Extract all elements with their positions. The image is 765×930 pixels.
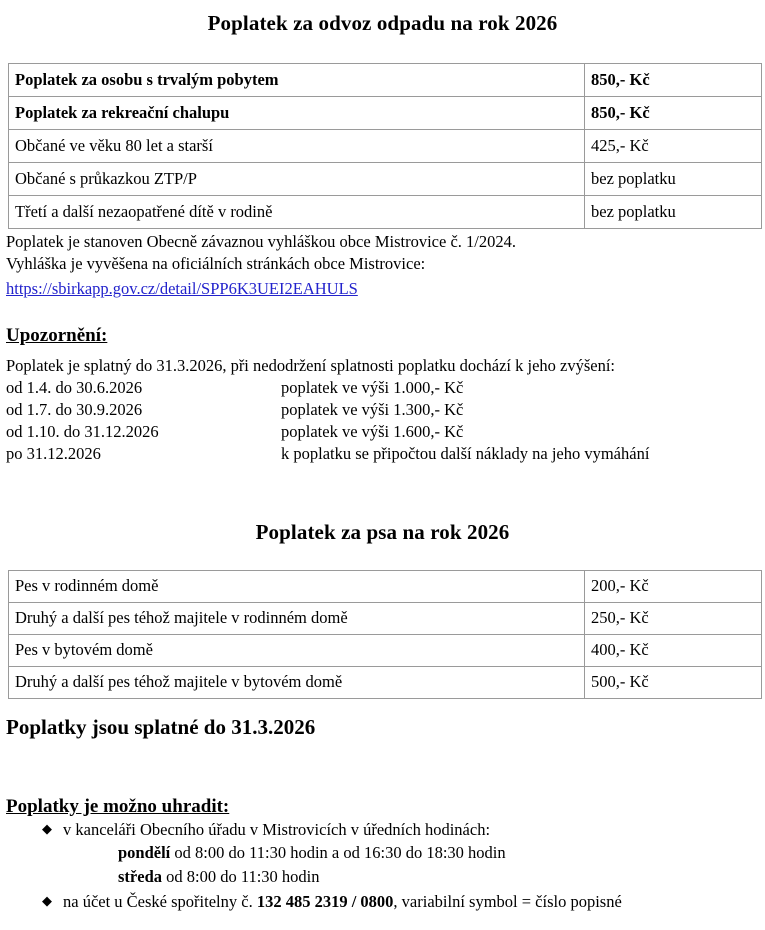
bank-account-number: 132 485 2319 / 0800 (256, 892, 394, 911)
warning-intro: Poplatek je splatný do 31.3.2026, při nedodržení splatnosti poplatku dochází k jeho zvýšení: (6, 356, 616, 375)
penalty-period: od 1.4. do 30.6.2026 (6, 378, 143, 397)
waste-fee-label: Občané ve věku 80 let a starší (9, 130, 585, 163)
dog-fee-title: Poplatek za psa na rok 2026 (255, 520, 510, 544)
dog-fee-table (8, 570, 762, 699)
office-hours-day: pondělí (118, 843, 171, 862)
waste-fee-label: Poplatek za rekreační chalupu (9, 97, 585, 130)
waste-fee-title: Poplatek za odvoz odpadu na rok 2026 (207, 11, 558, 35)
penalty-period: od 1.7. do 30.9.2026 (6, 400, 143, 419)
table-row (9, 667, 762, 699)
ordinance-link[interactable]: https://sbirkapp.gov.cz/detail/SPP6K3UEI2EAHULS (6, 279, 358, 298)
table-row (9, 130, 762, 163)
table-row (9, 97, 762, 130)
waste-fee-table (8, 63, 762, 229)
bank-payment-list (6, 894, 765, 911)
penalty-amount: poplatek ve výši 1.600,- Kč (281, 422, 464, 441)
office-hours-row (6, 845, 765, 862)
dog-fee-label: Pes v rodinném domě (9, 571, 585, 603)
dog-fee-label: Pes v bytovém domě (9, 635, 585, 667)
penalty-row (6, 446, 765, 463)
waste-fee-value: bez poplatku (585, 163, 762, 196)
table-row (9, 635, 762, 667)
office-payment-text: v kanceláři Obecního úřadu v Mistrovicích v úředních hodinách: (63, 820, 491, 839)
dog-fee-label: Druhý a další pes téhož majitele v rodinném domě (9, 603, 585, 635)
list-item (6, 822, 765, 839)
office-hours-time: od 8:00 do 11:30 hodin a od 16:30 do 18:30 hodin (170, 843, 506, 862)
diamond-bullet-icon: ◆ (42, 893, 52, 908)
waste-fee-value: 425,- Kč (585, 130, 762, 163)
table-row (9, 603, 762, 635)
table-row (9, 163, 762, 196)
penalty-row (6, 380, 765, 397)
waste-fee-label: Poplatek za osobu s trvalým pobytem (9, 64, 585, 97)
dog-fee-label: Druhý a další pes téhož majitele v bytovém domě (9, 667, 585, 699)
office-hours-day: středa (118, 867, 162, 886)
waste-fee-label: Třetí a další nezaopatřené dítě v rodině (9, 196, 585, 229)
payment-options-list (6, 822, 765, 839)
waste-fee-value: bez poplatku (585, 196, 762, 229)
penalty-amount: poplatek ve výši 1.000,- Kč (281, 378, 464, 397)
dog-fee-value: 400,- Kč (585, 635, 762, 667)
penalty-amount: poplatek ve výši 1.300,- Kč (281, 400, 464, 419)
bank-payment-prefix: na účet u České spořitelny č. (63, 892, 257, 911)
table-row (9, 64, 762, 97)
penalty-row (6, 424, 765, 441)
ordinance-note-line-2: Vyhláška je vyvěšena na oficiálních stránkách obce Mistrovice: (6, 254, 426, 273)
penalty-row (6, 402, 765, 419)
waste-fee-label: Občané s průkazkou ZTP/P (9, 163, 585, 196)
waste-fee-value: 850,- Kč (585, 64, 762, 97)
due-date-heading: Poplatky jsou splatné do 31.3.2026 (6, 715, 316, 739)
office-hours-time: od 8:00 do 11:30 hodin (162, 867, 320, 886)
warning-heading: Upozornění: (6, 325, 108, 346)
dog-fee-value: 500,- Kč (585, 667, 762, 699)
payment-options-heading: Poplatky je možno uhradit: (6, 796, 230, 817)
table-row (9, 571, 762, 603)
waste-fee-value: 850,- Kč (585, 97, 762, 130)
penalty-period: od 1.10. do 31.12.2026 (6, 422, 159, 441)
dog-fee-value: 250,- Kč (585, 603, 762, 635)
diamond-bullet-icon: ◆ (42, 821, 52, 836)
ordinance-note-line-1: Poplatek je stanoven Obecně závaznou vyhláškou obce Mistrovice č. 1/2024. (6, 232, 516, 251)
penalty-period: po 31.12.2026 (6, 444, 101, 463)
dog-fee-value: 200,- Kč (585, 571, 762, 603)
list-item (6, 894, 765, 911)
penalty-amount: k poplatku se připočtou další náklady na jeho vymáhání (281, 444, 650, 463)
bank-payment-suffix: , variabilní symbol = číslo popisné (393, 892, 622, 911)
table-row (9, 196, 762, 229)
office-hours-row (6, 869, 765, 886)
